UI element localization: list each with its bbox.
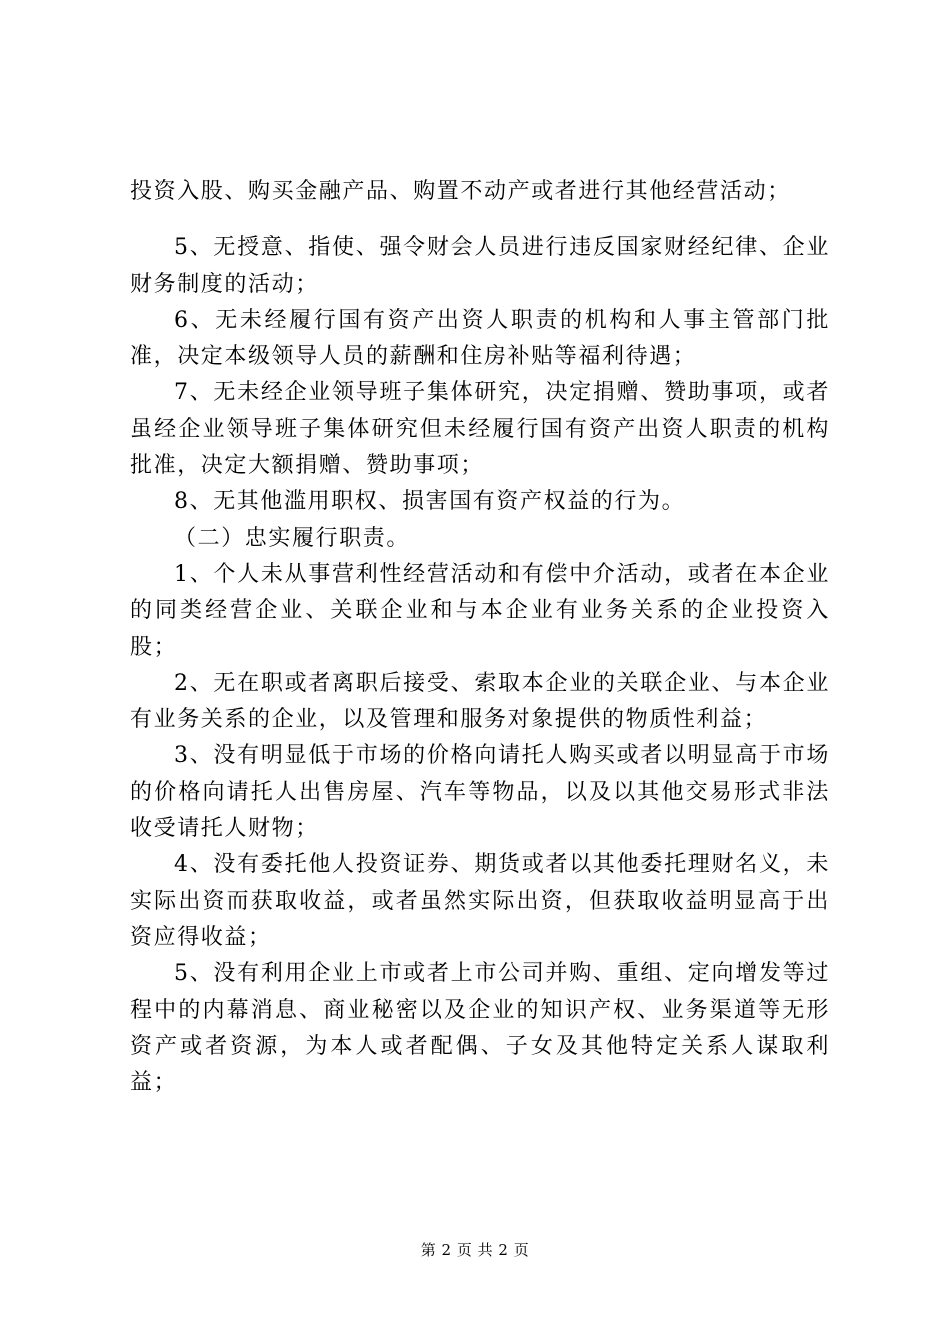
paragraph-item-7-donation: 7、无未经企业领导班子集体研究，决定捐赠、赞助事项，或者虽经企业领导班子集体研究但未经履行国有资产出资人职责的机构批准，决定大额捐赠、赞助事项； (130, 380, 830, 479)
paragraph-continued: 投资入股、购买金融产品、购置不动产或者进行其他经营活动； (130, 179, 791, 204)
document-body (130, 174, 830, 1101)
paragraph-duty-1: 1、个人未从事营利性经营活动和有偿中介活动，或者在本企业的同类经营企业、关联企业和与本企业有业务关系的企业投资入股； (130, 561, 830, 660)
page-number-footer: 第 2 页 共 2 页 (420, 1241, 530, 1259)
section-heading-duties: （二）忠实履行职责。 (174, 525, 411, 551)
paragraph-item-5-financial: 5、无授意、指使、强令财会人员进行违反国家财经纪律、企业财务制度的活动； (130, 235, 830, 297)
paragraph-item-8-abuse: 8、无其他滥用职权、损害国有资产权益的行为。 (174, 489, 686, 515)
paragraph-duty-3: 3、没有明显低于市场的价格向请托人购买或者以明显高于市场的价格向请托人出售房屋、汽车等物品，以及以其他交易形式非法收受请托人财物； (130, 743, 830, 842)
paragraph-item-6-compensation: 6、无未经履行国有资产出资人职责的机构和人事主管部门批准，决定本级领导人员的薪酬和住房补贴等福利待遇； (130, 307, 830, 370)
paragraph-duty-2: 2、无在职或者离职后接受、索取本企业的关联企业、与本企业有业务关系的企业，以及管理和服务对象提供的物质性利益； (130, 670, 830, 733)
paragraph-duty-4: 4、没有委托他人投资证券、期货或者以其他委托理财名义，未实际出资而获取收益，或者虽然实际出资，但获取收益明显高于出资应得收益； (130, 852, 830, 950)
paragraph-duty-5: 5、没有利用企业上市或者上市公司并购、重组、定向增发等过程中的内幕消息、商业秘密以及企业的知识产权、业务渠道等无形资产或者资源，为本人或者配偶、子女及其他特定关系人谋取利益； (130, 961, 830, 1096)
